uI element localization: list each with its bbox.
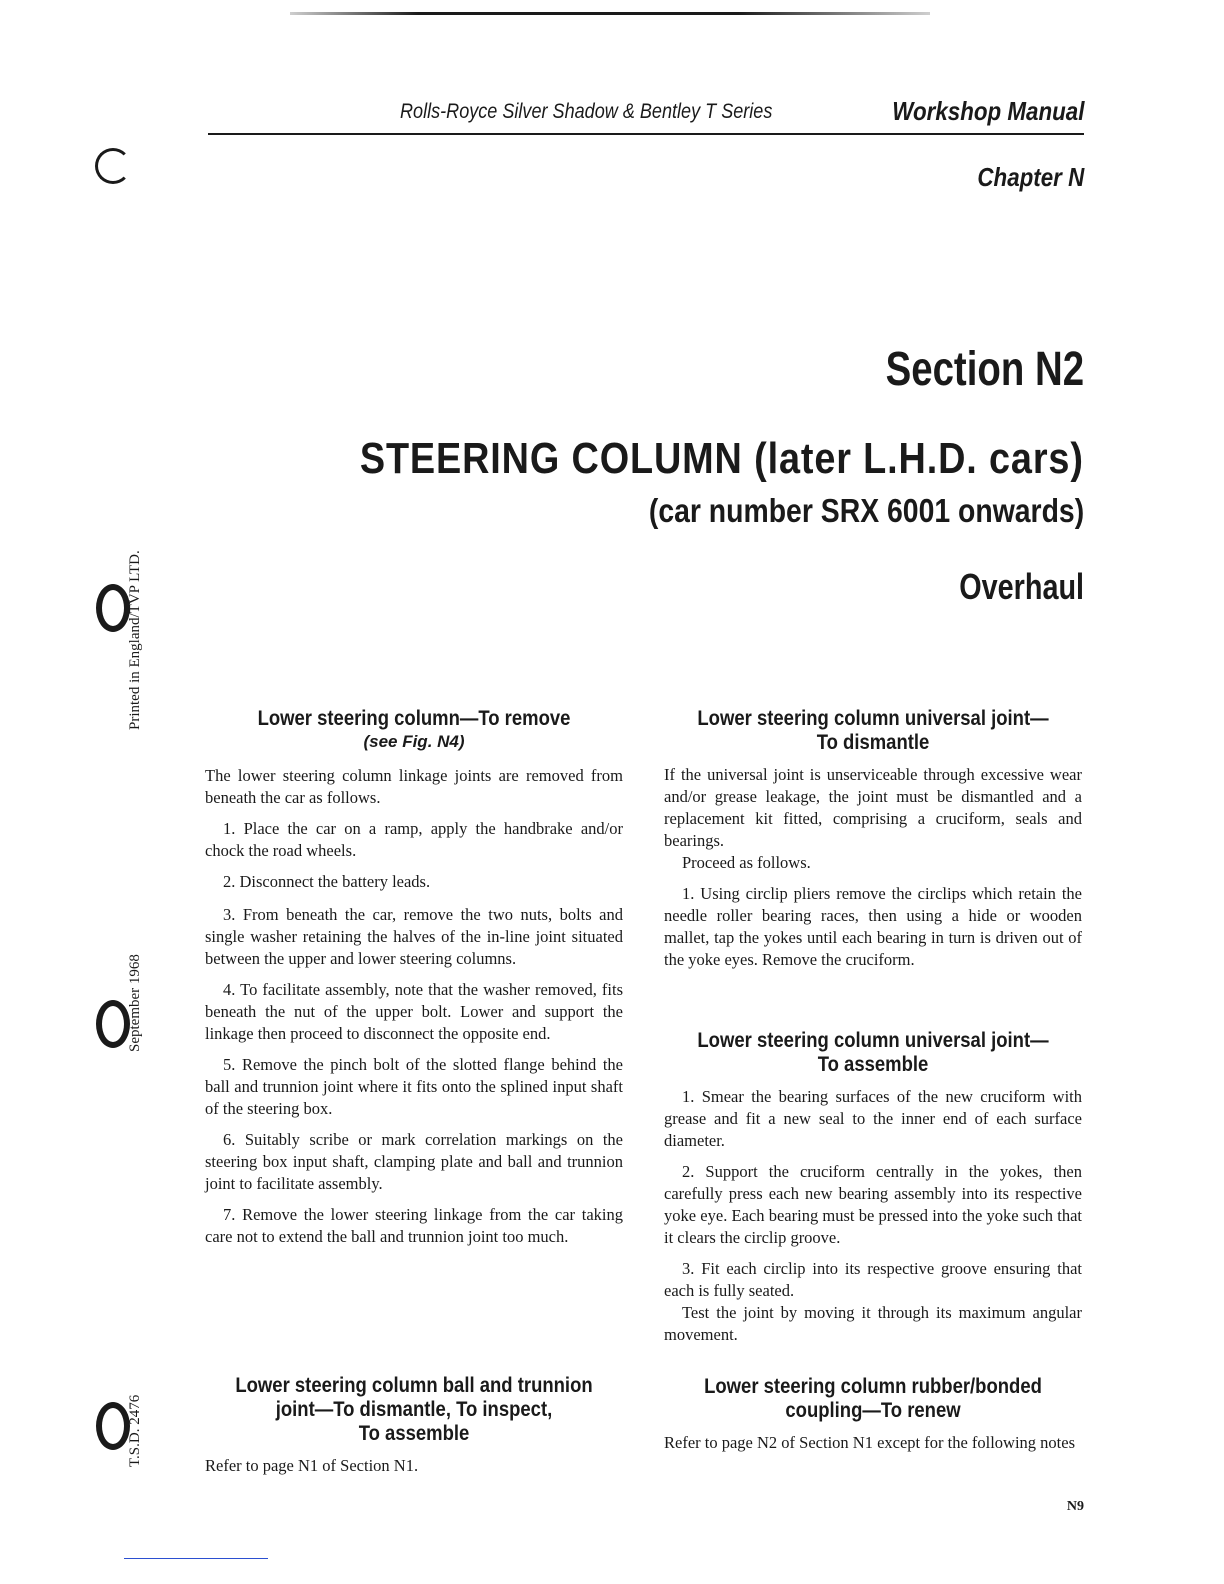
margin-printed-note: Printed in England/TVP LTD. xyxy=(127,550,143,730)
heading-remove: Lower steering column—To remove xyxy=(257,707,571,730)
heading-uj-dismantle: Lower steering column universal joint— xyxy=(697,707,1049,730)
step-2: 2. Disconnect the battery leads. xyxy=(223,872,431,891)
heading-ball-trunnion-line2: joint—To dismantle, To inspect, xyxy=(275,1398,553,1421)
heading-uj-dismantle-line2: To dismantle xyxy=(816,731,930,754)
uj-assemble-step-2: 2. Support the cruciform centrally in the yokes, then carefully press each new bearing assembly into its respective yoke eye. Each bearing must be pressed into the yoke such that it clears the circlip groove. xyxy=(664,1162,1082,1247)
right-column-assemble xyxy=(664,1029,1082,1346)
margin-date: September 1968 xyxy=(127,954,143,1052)
binder-hole-icon xyxy=(96,584,130,632)
header-manual-title: Workshop Manual xyxy=(891,96,1084,126)
uj-dismantle-step-1: 1. Using circlip pliers remove the circlips which retain the needle roller bearing races, then using a hide or wooden mallet, tap the yokes until each bearing in turn is driven out of the yoke eyes. Remove the cruciform. xyxy=(664,884,1082,969)
step-7: 7. Remove the lower steering linkage from the car taking care not to extend the ball and trunnion joint too much. xyxy=(205,1205,623,1246)
step-4: 4. To facilitate assembly, note that the washer removed, fits beneath the nut of the upper bolt. Lower and support the linkage then proceed to disconnect the opposite end. xyxy=(205,980,623,1043)
heading-ball-trunnion: Lower steering column ball and trunnion xyxy=(235,1374,593,1397)
top-scan-line xyxy=(290,12,930,15)
paragraph-test-joint: Test the joint by moving it through its maximum angular movement. xyxy=(664,1303,1082,1344)
step-1: 1. Place the car on a ramp, apply the handbrake and/or chock the road wheels. xyxy=(205,819,623,860)
heading-coupling: Lower steering column rubber/bonded xyxy=(704,1375,1042,1398)
heading-uj-assemble-line2: To assemble xyxy=(817,1053,929,1076)
paragraph-refer-n2: Refer to page N2 of Section N1 except for the following notes xyxy=(664,1433,1076,1452)
paragraph-uj-intro: If the universal joint is unserviceable through excessive wear and/or grease leakage, the joint must be dismantled and a replacement kit fitted, comprising a cruciform, seals and bearings. xyxy=(664,765,1082,850)
section-subtitle: (car number SRX 6001 onwards) xyxy=(648,492,1084,529)
step-6: 6. Suitably scribe or mark correlation markings on the steering box input shaft, clamping plate and ball and trunnion joint to facilitate assembly. xyxy=(205,1130,623,1193)
uj-assemble-step-1: 1. Smear the bearing surfaces of the new cruciform with grease and fit a new seal to the inner end of each surface diameter. xyxy=(664,1087,1082,1150)
left-column-lower xyxy=(205,1374,623,1477)
paragraph-intro: The lower steering column linkage joints are removed from beneath the car as follows. xyxy=(205,766,623,807)
margin-tsd-number: T.S.D. 2476 xyxy=(127,1394,143,1467)
uj-assemble-step-3: 3. Fit each circlip into its respective groove ensuring that each is fully seated. xyxy=(664,1259,1082,1300)
heading-ball-trunnion-line3: To assemble xyxy=(358,1422,470,1445)
right-column-coupling xyxy=(664,1375,1082,1454)
binder-hole-top-icon xyxy=(95,148,131,184)
figure-reference: (see Fig. N4) xyxy=(363,732,465,751)
step-3: 3. From beneath the car, remove the two nuts, bolts and single washer retaining the halves of the in-line joint situated between the upper and lower steering columns. xyxy=(205,905,623,968)
binder-hole-icon xyxy=(96,1000,130,1048)
chapter-label: Chapter N xyxy=(977,162,1084,192)
step-5: 5. Remove the pinch bolt of the slotted flange behind the ball and trunnion joint where it fits onto the splined input shaft of the steering box. xyxy=(205,1055,623,1118)
left-column xyxy=(205,707,623,1248)
heading-uj-assemble: Lower steering column universal joint— xyxy=(697,1029,1049,1052)
paragraph-refer-n1: Refer to page N1 of Section N1. xyxy=(205,1456,419,1475)
header-rule xyxy=(208,133,1084,135)
section-title: STEERING COLUMN (later L.H.D. cars) xyxy=(360,434,1084,483)
header-series: Rolls-Royce Silver Shadow & Bentley T Series xyxy=(400,100,773,123)
section-type: Overhaul xyxy=(959,566,1084,607)
heading-coupling-line2: coupling—To renew xyxy=(785,1399,961,1422)
section-number: Section N2 xyxy=(885,343,1084,396)
bottom-scan-line xyxy=(124,1558,268,1559)
page-number: N9 xyxy=(1066,1499,1084,1514)
right-column xyxy=(664,707,1082,971)
binder-hole-icon xyxy=(96,1402,130,1450)
paragraph-proceed: Proceed as follows. xyxy=(682,853,811,872)
